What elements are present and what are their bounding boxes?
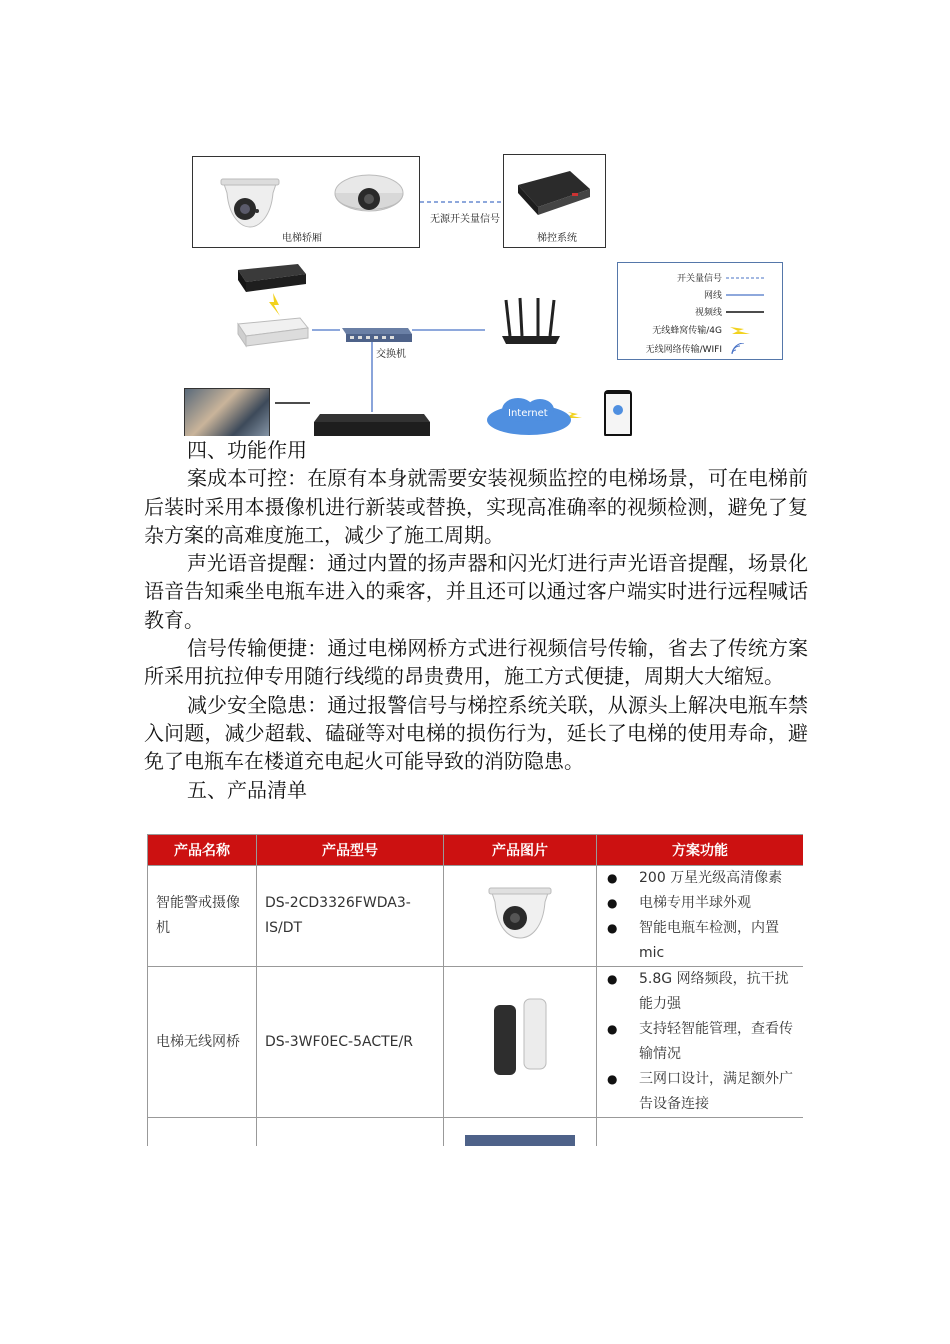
legend-row (618, 323, 784, 337)
bridge-black-icon (234, 260, 310, 294)
table-header-row (148, 835, 804, 866)
features-cell (597, 866, 804, 967)
switch-product-image (465, 1135, 575, 1147)
feature-item: ● 三网口设计，满足额外广告设备连接 (605, 1067, 795, 1117)
product-name-cell: 智能警戒摄像机 (148, 866, 257, 967)
feature-item: ● 电梯专用半球外观 (605, 891, 795, 916)
wireless-bridge-product-image (480, 993, 560, 1083)
section-4 (144, 436, 808, 804)
header-solution-features: 方案功能 (597, 835, 804, 866)
black-line-icon (726, 306, 766, 318)
legend-row (618, 271, 784, 285)
wifi-icon (726, 343, 766, 355)
feature-item: ● 支持轻智能管理，查看传输情况 (605, 1017, 795, 1067)
paragraph-cost: 案成本可控：在原有本身就需要安装视频监控的电梯场景，可在电梯前后装时采用本摄像机进行新装或替换，实现高准确率的视频检测，避免了复杂方案的高难度施工，减少了施工周期。 (144, 466, 808, 547)
paragraph-transmission: 信号传输便捷：通过电梯网桥方式进行视频信号传输，省去了传统方案所采用抗拉伸专用随行线缆的昂贵费用，施工方式便捷，周期大大缩短。 (144, 636, 808, 689)
header-product-name: 产品名称 (148, 835, 257, 866)
legend-box (617, 262, 783, 360)
feature-item: ● 5.8G 网络频段，抗干扰能力强 (605, 967, 795, 1017)
bridge-white-icon (234, 314, 314, 348)
product-table-wrapper (147, 834, 803, 1146)
product-image-cell (444, 967, 597, 1118)
mini-dome-camera-icon (331, 171, 407, 227)
product-model-cell: DS-3WF0EC-5ACTE/R (257, 967, 444, 1118)
legend-label: 开关量信号 (676, 274, 722, 284)
lightning-icon (726, 324, 766, 336)
legend-row (618, 342, 784, 356)
router-icon (498, 296, 564, 348)
dome-camera-icon (215, 171, 285, 233)
features-cell (597, 967, 804, 1118)
table-row (148, 967, 804, 1118)
legend-label: 无线蜂窝传输/4G (652, 326, 722, 336)
switch-label: 交换机 (376, 349, 406, 360)
feature-item: ● 智能电瓶车检测，内置mic (605, 916, 795, 966)
legend-row (618, 305, 784, 319)
dome-camera-product-image (485, 880, 555, 944)
dry-contact-label: 无源开关量信号 (430, 214, 500, 225)
section-5-heading: 五、产品清单 (187, 777, 307, 802)
controller-device-icon (514, 167, 594, 215)
legend-row (618, 288, 784, 302)
header-product-image: 产品图片 (444, 835, 597, 866)
legend-label: 视频线 (694, 308, 722, 318)
nvr-icon (312, 410, 432, 436)
elevator-car-label: 电梯轿厢 (282, 233, 322, 244)
product-name-cell: 电梯无线网桥 (148, 967, 257, 1118)
phone-icon (598, 386, 644, 436)
feature-item: ● 200 万星光级高清像素 (605, 866, 795, 891)
table-row (148, 1118, 804, 1147)
paragraph-safety: 减少安全隐患：通过报警信号与梯控系统关联，从源头上解决电瓶车禁入问题，减少超载、磕碰等对电梯的损伤行为，延长了电梯的使用寿命，避免了电瓶车在楼道充电起火可能导致的消防隐患。 (144, 692, 808, 774)
elevator-car-box (192, 156, 420, 248)
monitor-image (184, 388, 270, 436)
header-product-model: 产品型号 (257, 835, 444, 866)
system-topology-diagram (180, 150, 790, 436)
internet-label: Internet (508, 408, 548, 419)
legend-label: 无线网络传输/WIFI (645, 345, 722, 355)
product-image-cell (444, 866, 597, 967)
product-image-cell (444, 1118, 597, 1147)
table-row (148, 866, 804, 967)
elevator-control-box (503, 154, 606, 248)
elevator-control-label: 梯控系统 (537, 233, 577, 244)
paragraph-audio-alert: 声光语音提醒：通过内置的扬声器和闪光灯进行声光语音提醒，场景化语音告知乘坐电瓶车进入的乘客，并且还可以通过客户端实时进行远程喊话教育。 (144, 551, 808, 632)
wireless-lightning-icon (269, 293, 280, 316)
dashed-line-icon (726, 272, 766, 284)
section-4-heading: 四、功能作用 (187, 438, 307, 462)
legend-label: 网线 (703, 291, 722, 301)
product-table (147, 834, 803, 1146)
blue-line-icon (726, 289, 766, 301)
product-model-cell: DS-2CD3326FWDA3-IS/DT (257, 866, 444, 967)
network-switch-icon (338, 322, 414, 346)
